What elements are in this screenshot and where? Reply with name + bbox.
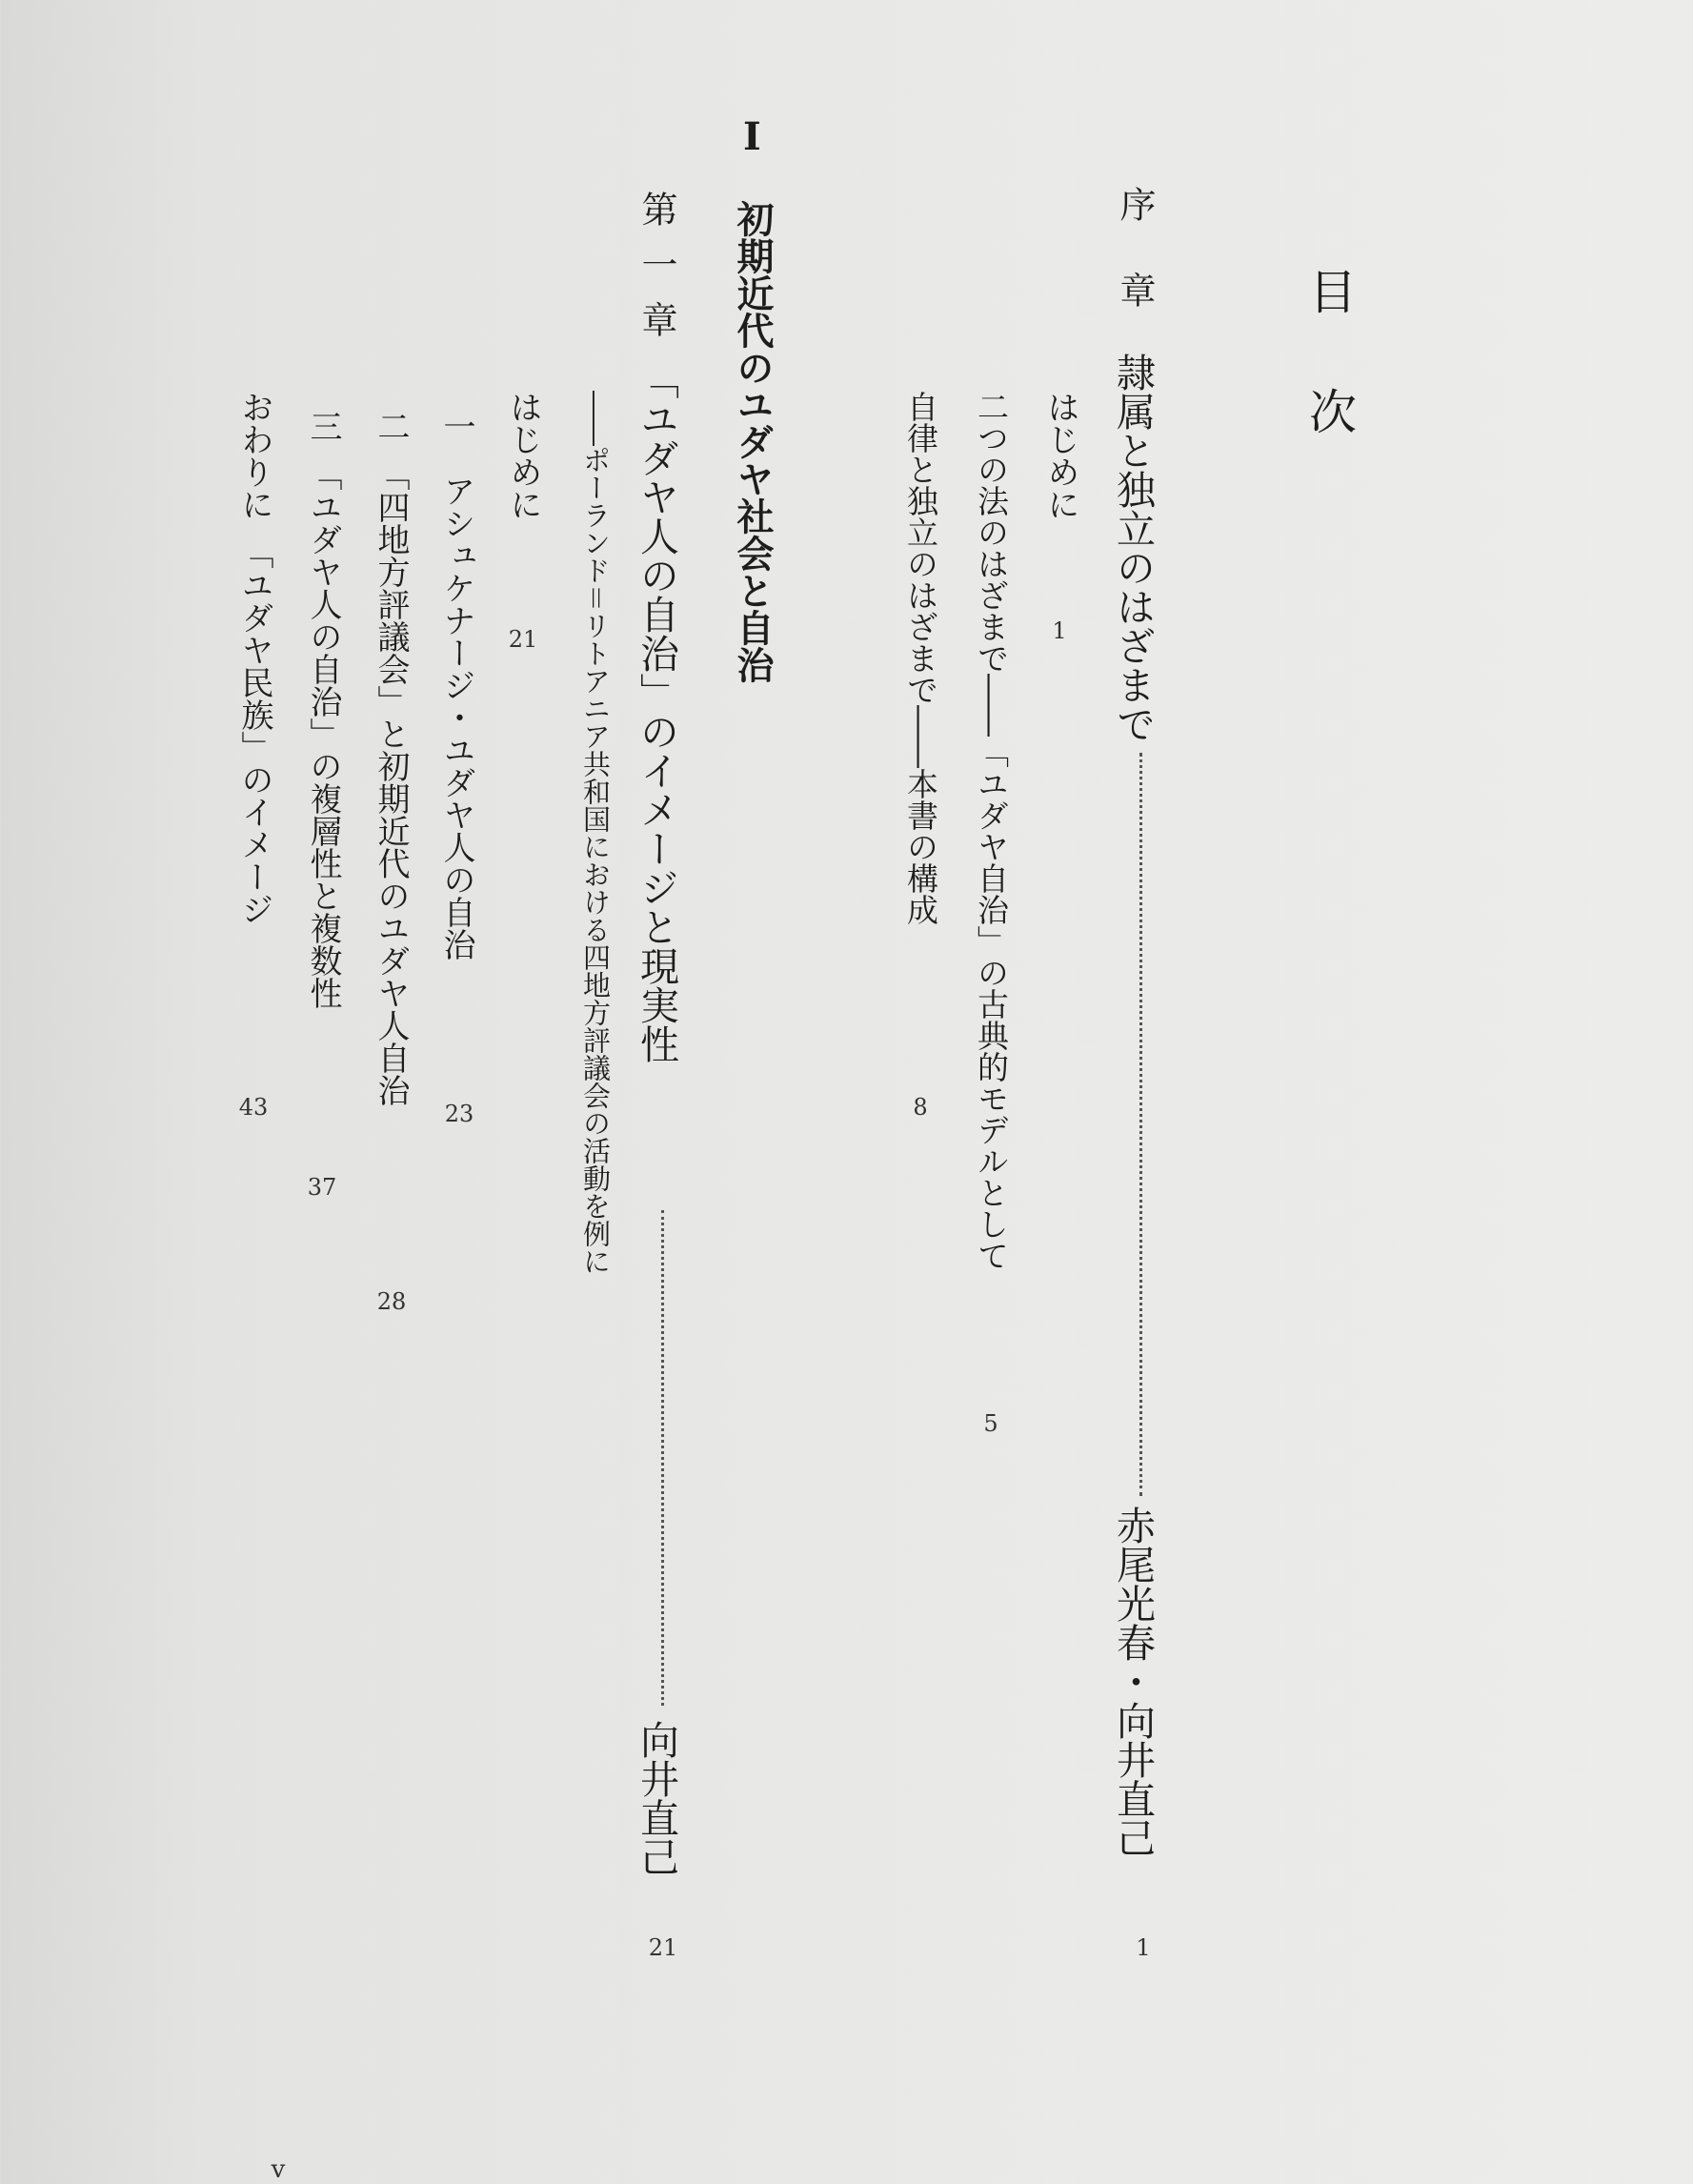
chapter1-section-0-page: 21: [508, 626, 538, 653]
chapter1-section-1: 一 アシュケナージ・ユダヤ人の自治: [437, 410, 475, 961]
chapter1-subtitle: ――ポーランド＝リトアニア共和国における四地方評議会の活動を例に: [579, 391, 612, 1276]
intro-section-1-page: 5: [983, 1410, 998, 1437]
intro-section-1: 二つの法のはざまで――「ユダヤ自治」の古典的モデルとして: [973, 391, 1010, 1271]
intro-section-0-page: 1: [1052, 617, 1067, 644]
intro-chapter-title: 隷属と独立のはざまで: [1110, 353, 1156, 743]
chapter1-author: 向井直己: [634, 1720, 679, 1876]
intro-leader-dots: [1139, 753, 1142, 1496]
part-roman-numeral: I: [743, 114, 761, 159]
intro-section-2: 自律と独立のはざまで――本書の構成: [902, 391, 939, 925]
chapter1-section-2: 二 「四地方評議会」と初期近代のユダヤ人自治: [372, 410, 410, 1106]
intro-author: 赤尾光春・向井直己: [1110, 1506, 1156, 1857]
chapter1-section-3: 三 「ユダヤ人の自治」の複層性と複数性: [304, 410, 342, 1009]
chapter1-page-number: 21: [648, 1934, 678, 1961]
chapter1-section-0: はじめに: [504, 391, 542, 520]
page-folio: v: [271, 2155, 286, 2184]
intro-section-0: はじめに: [1041, 391, 1079, 520]
intro-page-number: 1: [1136, 1934, 1151, 1961]
chapter1-section-4-page: 43: [238, 1094, 269, 1121]
chapter1-label: 第一章: [635, 191, 677, 356]
chapter1-section-1-page: 23: [444, 1101, 474, 1127]
chapter1-section-3-page: 37: [307, 1174, 337, 1201]
part-title: 初期近代のユダヤ社会と自治: [731, 200, 774, 683]
toc-title: 目 次: [1301, 267, 1357, 463]
intro-label: 序 章: [1114, 186, 1156, 328]
chapter1-title: 「ユダヤ人の自治」のイメージと現実性: [634, 360, 679, 1063]
chapter1-leader-dots: [661, 1210, 664, 1706]
chapter1-section-2-page: 28: [376, 1288, 407, 1315]
intro-section-2-page: 8: [913, 1094, 928, 1121]
chapter1-section-4: おわりに 「ユダヤ民族」のイメージ: [235, 391, 273, 925]
